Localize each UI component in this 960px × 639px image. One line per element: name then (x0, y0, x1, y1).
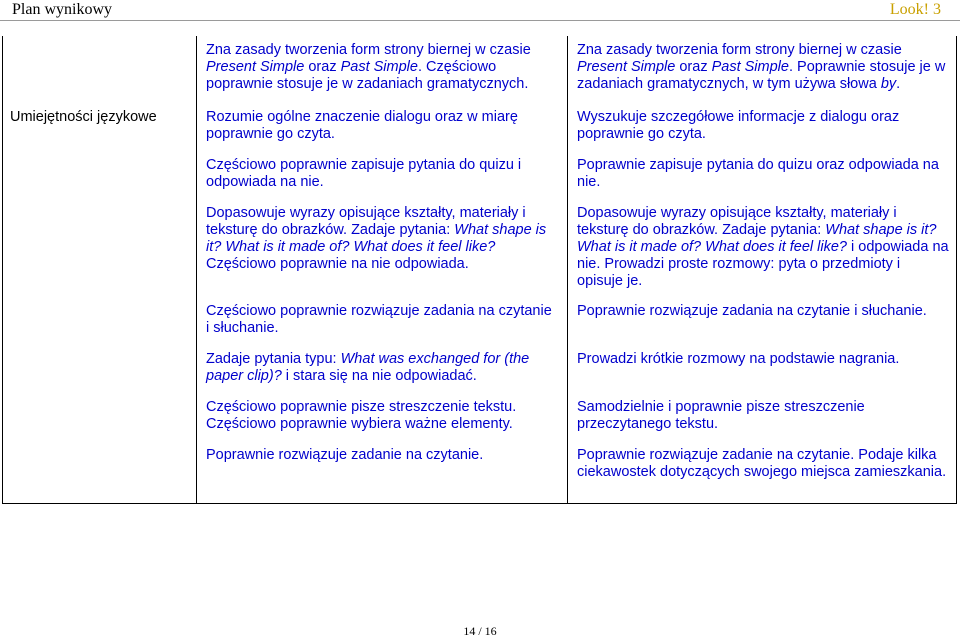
table-column-divider (196, 36, 197, 503)
text-run: Poprawnie zapisuje pytania do quizu oraz odpowiada na nie. (577, 157, 939, 190)
italic-phrase: What shape is it? What is it made of? What does it feel like? (577, 222, 937, 255)
text-run: . (896, 76, 901, 92)
text-run: Samodzielnie i poprawnie pisze streszczenie przeczytanego tekstu. (577, 399, 865, 432)
text-run: Częściowo poprawnie na nie odpowiada. (206, 256, 469, 272)
right-column-criterion (577, 42, 949, 93)
page-header (0, 0, 960, 22)
italic-phrase: What was exchanged for (the paper clip)? (206, 351, 530, 384)
text-run: Częściowo poprawnie pisze streszczenie tekstu. Częściowo poprawnie wybiera ważne elementy. (206, 399, 517, 432)
text-run: Prowadzi krótkie rozmowy na podstawie nagrania. (577, 351, 900, 367)
italic-phrase: Present Simple (206, 59, 305, 75)
text-run: Wyszukuje szczegółowe informacje z dialogu oraz poprawnie go czyta. (577, 109, 900, 142)
text-run: Poprawnie rozwiązuje zadania na czytanie i słuchanie. (577, 303, 927, 319)
text-run: Dopasowuje wyrazy opisujące kształty, materiały i teksturę do obrazków. Zadaje pytania: (206, 205, 526, 238)
right-column-criterion (577, 205, 949, 290)
text-run: Rozumie ogólne znaczenie dialogu oraz w miarę poprawnie go czyta. (206, 109, 518, 142)
right-column-criterion (577, 399, 949, 433)
page-number: 14 / 16 (463, 624, 497, 638)
text-run: Częściowo poprawnie rozwiązuje zadania na czytanie i słuchanie. (206, 303, 552, 336)
text-run: Dopasowuje wyrazy opisujące kształty, materiały i teksturę do obrazków. Zadaje pytania: (577, 205, 897, 238)
italic-phrase: Past Simple (340, 59, 418, 75)
left-column-criterion (206, 205, 556, 273)
italic-phrase: What shape is it? What is it made of? What does it feel like? (206, 222, 547, 255)
left-column-criterion (206, 157, 556, 191)
italic-phrase: Present Simple (577, 59, 676, 75)
table-column-divider (567, 36, 568, 503)
left-column-criterion (206, 42, 556, 93)
document-title: Plan wynikowy (12, 1, 112, 18)
text-run: Zna zasady tworzenia form strony biernej w czasie (577, 42, 902, 58)
right-column-criterion (577, 447, 949, 481)
right-column-criterion (577, 303, 949, 320)
text-run: oraz (304, 59, 341, 75)
book-title: Look! 3 (889, 1, 941, 18)
right-column-criterion (577, 351, 949, 368)
text-run: . Częściowo poprawnie stosuje je w zadaniach gramatycznych. (206, 59, 529, 92)
left-column-criterion (206, 447, 556, 464)
left-column-criterion (206, 351, 556, 385)
text-run: i odpowiada na nie. Prowadzi proste rozmowy: pyta o przedmioty i opisuje je. (577, 239, 949, 289)
text-run: Poprawnie rozwiązuje zadanie na czytanie. (206, 447, 484, 463)
text-run: Poprawnie rozwiązuje zadanie na czytanie. Podaje kilka ciekawostek dotyczących swojego miejsca zamieszkania. (577, 447, 947, 480)
text-run: . Poprawnie stosuje je w zadaniach gramatycznych, w tym używa słowa (577, 59, 946, 92)
text-run: Zna zasady tworzenia form strony biernej w czasie (206, 42, 531, 58)
left-column-criterion (206, 303, 556, 337)
italic-phrase: Past Simple (711, 59, 789, 75)
header-divider (0, 20, 960, 21)
text-run: i stara się na nie odpowiadać. (281, 368, 477, 384)
text-run: Zadaje pytania typu: (206, 351, 341, 367)
right-column-criterion (577, 157, 949, 191)
left-column-criterion (206, 399, 556, 433)
text-run: Częściowo poprawnie zapisuje pytania do quizu i odpowiada na nie. (206, 157, 522, 190)
left-column-criterion (206, 109, 556, 143)
right-column-criterion (577, 109, 949, 143)
row-label-language-skills: Umiejętności językowe (10, 109, 157, 125)
italic-phrase: by (880, 76, 897, 92)
text-run: oraz (675, 59, 712, 75)
